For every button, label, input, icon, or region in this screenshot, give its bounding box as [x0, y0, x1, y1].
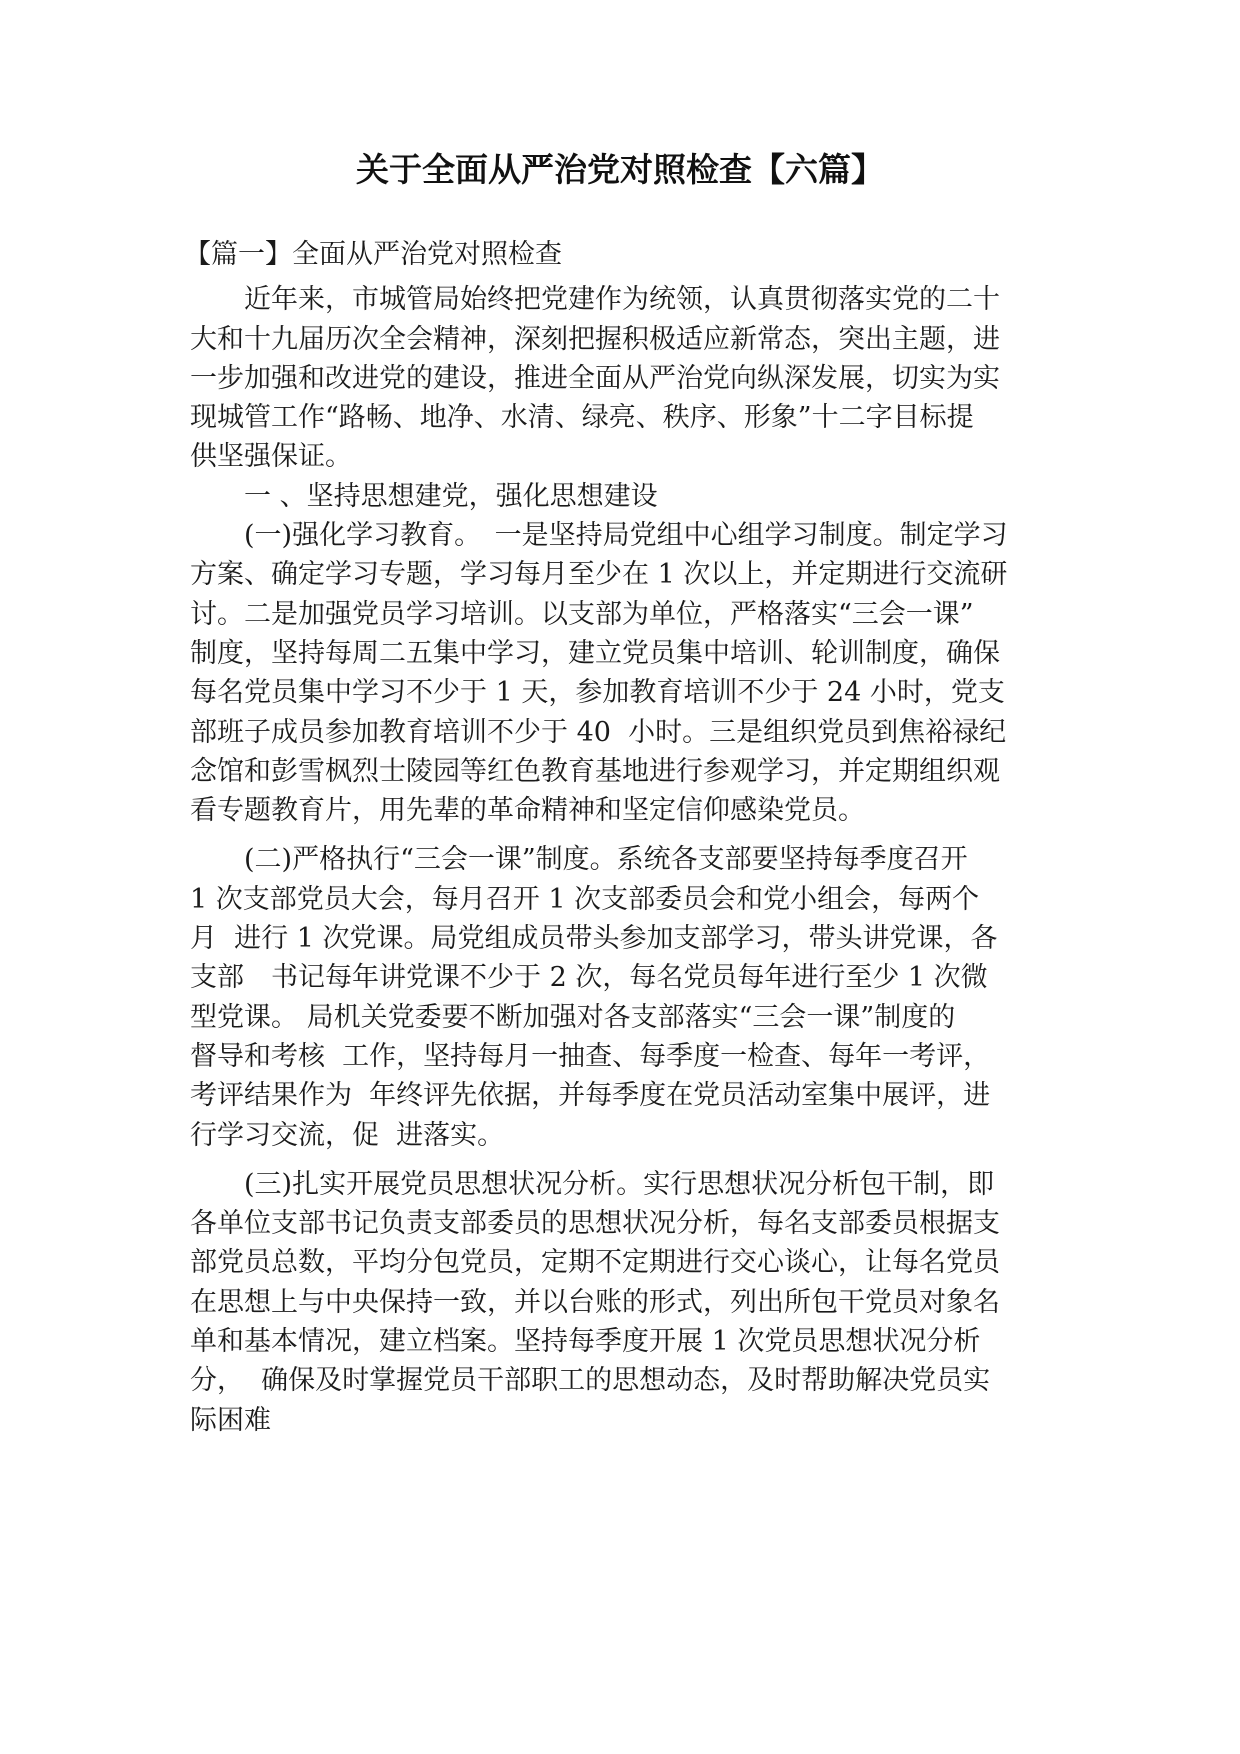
- text-line: 讨。二是加强党员学习培训。以支部为单位，严格落实“三会一课”: [190, 598, 974, 630]
- paragraph-container: [190, 280, 1060, 1440]
- text-line: 每名党员集中学习不少于 1 天，参加教育培训不少于 24 小时，党支: [190, 677, 1005, 709]
- text-line: 供坚强保证。: [190, 441, 352, 473]
- text-line: 1 次支部党员大会，每月召开 1 次支部委员会和党小组会，每两个: [190, 883, 980, 915]
- text-line: 看专题教育片，用先辈的革命精神和坚定信仰感染党员。: [190, 795, 865, 827]
- paragraph-sub-2: [190, 840, 1060, 1154]
- text-line: 考评结果作为 年终评先依据，并每季度在党员活动室集中展评，进: [190, 1080, 991, 1112]
- text-line: 方案、确定学习专题，学习每月至少在 1 次以上，并定期进行交流研: [190, 559, 1008, 591]
- text-line: 型党课。 局机关党委要不断加强对各支部落实“三会一课”制度的: [190, 1001, 956, 1033]
- text-line: 际困难: [190, 1404, 271, 1436]
- text-line: 大和十九届历次全会精神，深刻把握积极适应新常态，突出主题，进: [190, 323, 1000, 355]
- text-line: (三)扎实开展党员思想状况分析。实行思想状况分析包干制，即: [244, 1168, 995, 1200]
- text-line: 念馆和彭雪枫烈士陵园等红色教育基地进行参观学习，并定期组织观: [190, 755, 1000, 787]
- text-line: 支部 书记每年讲党课不少于 2 次，每名党员每年进行至少 1 次微: [190, 962, 988, 994]
- text-line: 近年来，市城管局始终把党建作为统领，认真贯彻落实党的二十: [244, 284, 1000, 316]
- text-line: 在思想上与中央保持一致，并以台账的形式，列出所包干党员对象名: [190, 1286, 1000, 1318]
- section-heading: 【篇一】全面从严治党对照检查: [184, 239, 562, 270]
- text-line: 各单位支部书记负责支部委员的思想状况分析，每名支部委员根据支: [190, 1208, 1000, 1240]
- text-line: 现城管工作“路畅、地净、水清、绿亮、秩序、形象”十二字目标提: [190, 402, 974, 434]
- text-line: 分， 确保及时掌握党员干部职工的思想动态，及时帮助解决党员实: [190, 1365, 991, 1397]
- document-title: 关于全面从严治党对照检查【六篇】: [356, 150, 884, 189]
- text-line: 行学习交流，促 进落实。: [190, 1119, 505, 1151]
- text-line: (一)强化学习教育。 一是坚持局党组中心组学习制度。制定学习: [244, 520, 1008, 552]
- paragraph-intro: [190, 280, 1060, 476]
- text-line: 部党员总数，平均分包党员，定期不定期进行交心谈心，让每名党员: [190, 1247, 1000, 1279]
- text-line: 单和基本情况，建立档案。坚持每季度开展 1 次党员思想状况分析: [190, 1326, 981, 1358]
- text-line: 一 、坚持思想建党，强化思想建设: [244, 480, 658, 512]
- text-line: (二)严格执行“三会一课”制度。系统各支部要坚持每季度召开: [244, 844, 968, 876]
- document-body: [184, 235, 1060, 1440]
- paragraph-sub-1: [190, 516, 1060, 830]
- text-line: 部班子成员参加教育培训不少于 40 小时。三是组织党员到焦裕禄纪: [190, 716, 1007, 748]
- text-line: 督导和考核 工作，坚持每月一抽查、每季度一检查、每年一考评，: [190, 1040, 991, 1072]
- paragraph-sub-3: [190, 1165, 1060, 1440]
- text-line: 月 进行 1 次党课。局党组成员带头参加支部学习，带头讲党课，各: [190, 923, 998, 955]
- paragraph-point-1: [190, 477, 1060, 516]
- text-line: 制度，坚持每周二五集中学习，建立党员集中培训、轮训制度，确保: [190, 637, 1000, 669]
- text-line: 一步加强和改进党的建设，推进全面从严治党向纵深发展，切实为实: [190, 362, 1000, 394]
